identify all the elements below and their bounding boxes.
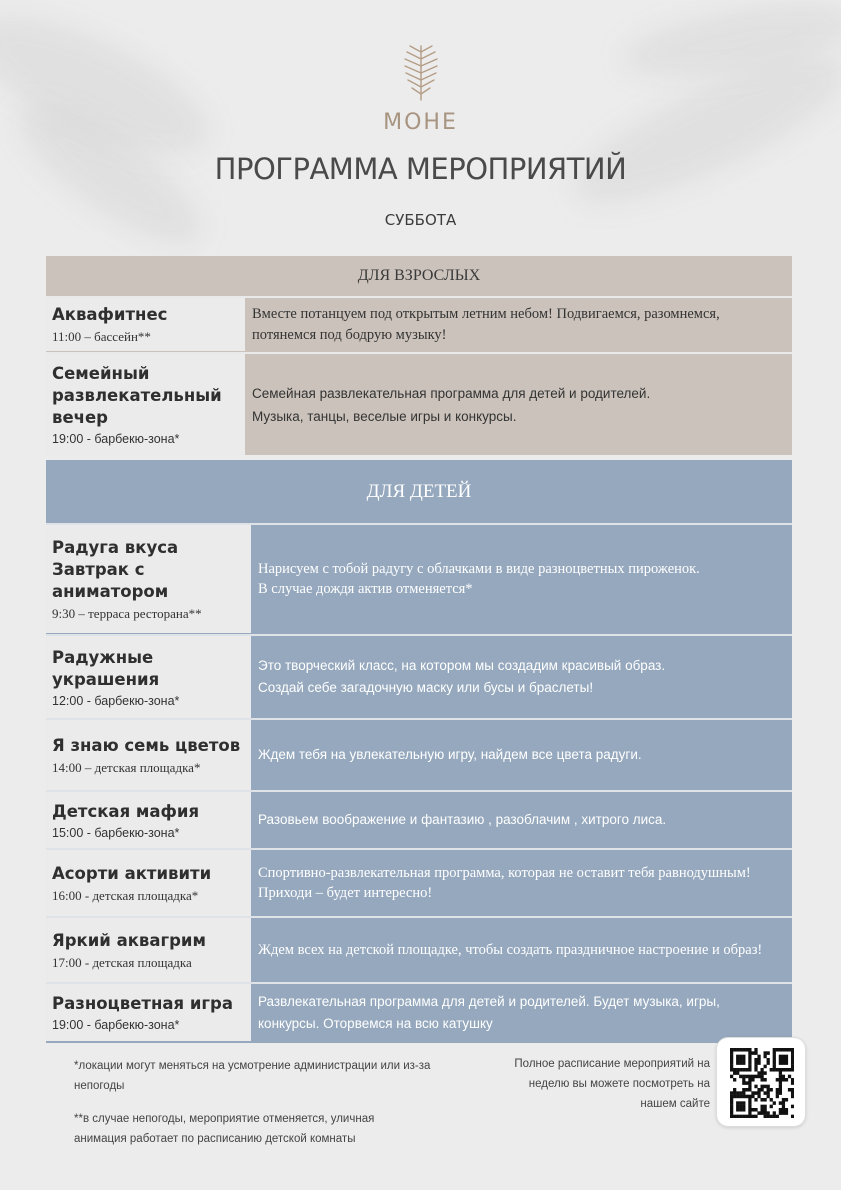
event-row [46, 918, 792, 982]
event-row [46, 298, 792, 351]
adults-heading: ДЛЯ ВЗРОСЛЫХ [357, 267, 481, 284]
event-name: Радужные украшения [52, 647, 160, 689]
event-name: Разноцветная игра [52, 994, 233, 1013]
event-time: 9:30 – терраса ресторана** [52, 605, 202, 621]
event-time: 17:00 - детская площадка [52, 954, 192, 970]
event-row [46, 354, 792, 455]
event-name: Яркий аквагрим [52, 930, 206, 950]
event-time: 19:00 - барбекю-зона* [52, 432, 180, 446]
adults-section [46, 256, 792, 455]
description-line: Создай себе загадочную маску или бусы и браслеты! [258, 680, 594, 695]
day-label: СУББОТА [384, 211, 457, 229]
event-description [251, 636, 792, 718]
event-info [46, 720, 251, 790]
weather-footnote: **в случае непогоды, мероприятие отменяется, уличная анимация работает по расписанию детской комнаты [74, 1113, 375, 1145]
event-row [46, 636, 792, 718]
event-description [251, 850, 792, 916]
event-time: 11:00 – бассейн** [52, 329, 151, 344]
event-row [46, 850, 792, 916]
description-line: Это творческий класс, на котором мы создадим красивый образ. [258, 658, 666, 673]
event-description [251, 525, 792, 633]
event-info [46, 525, 251, 633]
event-name: Детская мафия [52, 801, 200, 821]
event-name: Семейный развлекательный вечер [52, 364, 222, 427]
event-info [46, 354, 245, 455]
description-line: В случае дождя актив отменяется* [258, 581, 473, 597]
event-row [46, 525, 792, 633]
event-row [46, 720, 792, 790]
palm-leaf-logo-icon [402, 42, 440, 104]
event-name: Аквафитнес [52, 305, 168, 324]
description-line: Музыка, танцы, веселые игры и конкурсы. [252, 408, 517, 424]
event-description: Ждем тебя на увлекательную игру, найдем все цвета радуги. [258, 747, 642, 762]
event-info [46, 636, 251, 718]
event-time: 12:00 - барбекю-зона* [52, 693, 180, 708]
event-name: Я знаю семь цветов [52, 735, 241, 755]
event-info [46, 984, 251, 1041]
description-line: Семейная развлекательная программа для детей и родителей. [252, 385, 651, 401]
website-note: Полное расписание мероприятий на неделю вы можете посмотреть на нашем сайте [514, 1058, 710, 1110]
event-description: Разовьем воображение и фантазию , разоблачим , хитрого лиса. [258, 812, 667, 827]
event-time: 16:00 - детская площадка* [52, 887, 199, 903]
page-title: ПРОГРАММА МЕРОПРИЯТИЙ [214, 152, 627, 186]
qr-code-icon[interactable] [730, 1048, 794, 1118]
kids-heading: ДЛЯ ДЕТЕЙ [366, 480, 472, 502]
description-line: Спортивно-развлекательная программа, которая не оставит тебя равнодушным! [258, 865, 751, 881]
event-description: Развлекательная программа для детей и родителей. Будет музыка, игры, конкурсы. Оторвемся на всю катушку [258, 993, 720, 1031]
qr-code-card[interactable] [716, 1037, 806, 1127]
event-info [46, 792, 251, 848]
event-info [46, 918, 251, 982]
description-line: Нарисуем с тобой радугу с облачками в виде разноцветных пироженок. [258, 561, 700, 577]
event-name: Радуга вкуса Завтрак с аниматором [52, 537, 179, 601]
event-description: Вместе потанцуем под открытым летним небом! Подвигаемся, разомнемся, потянемся под бодрую музыку! [252, 305, 720, 343]
kids-section [46, 460, 792, 1043]
event-time: 19:00 - барбекю-зона* [52, 1018, 180, 1032]
event-time: 14:00 – детская площадка* [52, 759, 201, 775]
event-row [46, 792, 792, 848]
brand-name: МОНЕ [383, 110, 458, 135]
event-info [46, 850, 251, 916]
event-time: 15:00 - барбекю-зона* [52, 825, 180, 840]
description-line: Приходи – будет интересно! [258, 885, 433, 901]
event-description [245, 354, 792, 455]
location-footnote: *локации могут меняться на усмотрение администрации или из-за непогоды [74, 1060, 431, 1092]
event-name: Асорти активити [52, 863, 212, 883]
event-description: Ждем всех на детской площадке, чтобы создать праздничное настроение и образ! [258, 942, 763, 958]
event-row [46, 984, 792, 1041]
event-info [46, 298, 245, 351]
